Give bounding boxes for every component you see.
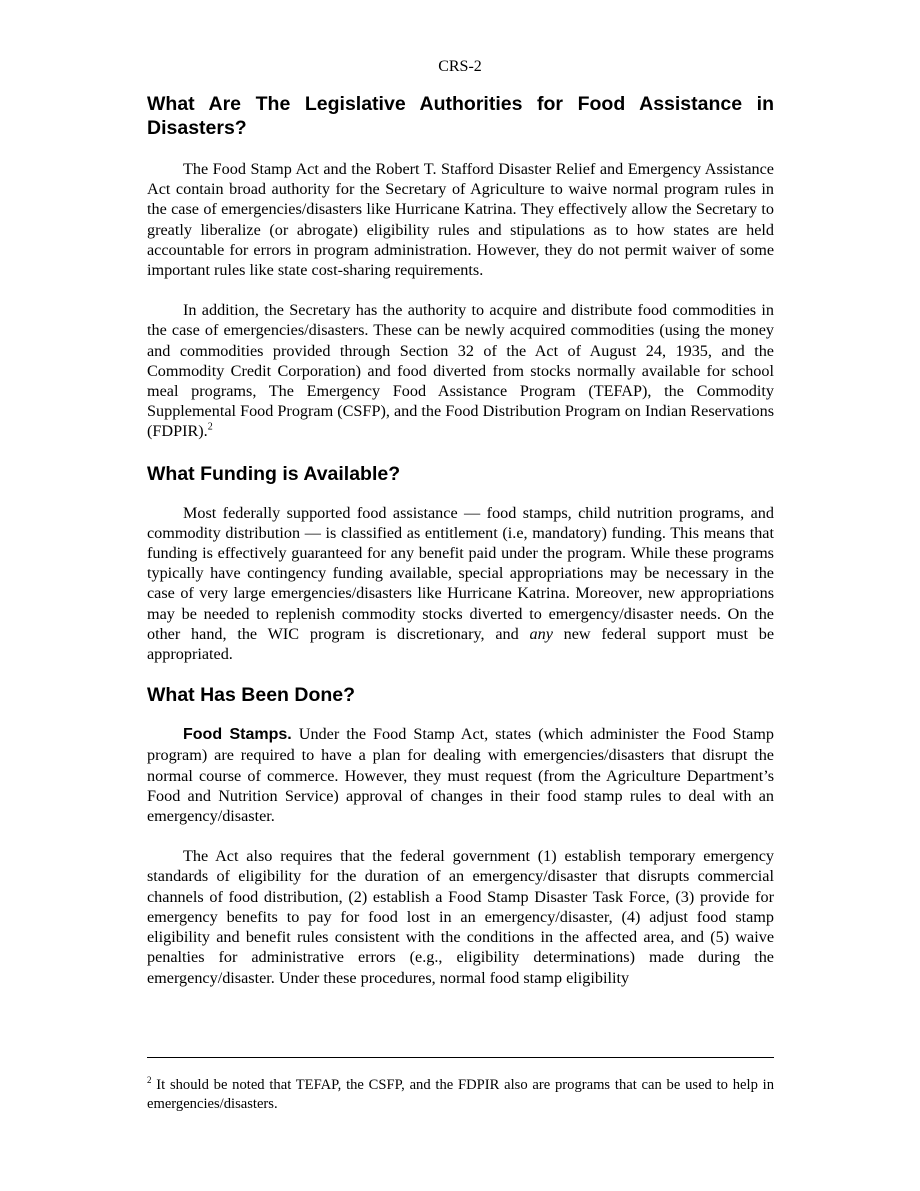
footnote-number: 2 (147, 1075, 152, 1086)
paragraph-authorities-1: The Food Stamp Act and the Robert T. Stafford Disaster Relief and Emergency Assistance Act contain broad authority for the Secretary of Agriculture to waive normal program rules in the case of emergencies/disasters like Hurricane Katrina. They effectively allow the Secretary to greatly liberalize (or abrogate) eligibility rules and stipulations as to how states are held accountable for errors in program administration. However, they do not permit waiver of some important rules like state cost-sharing requirements. (147, 160, 774, 280)
paragraph-authorities-2-text: In addition, the Secretary has the authority to acquire and distribute food commodities in the case of emergencies/disasters. These can be newly acquired commodities (using the money and commodities provided through Section 32 of the Act of August 24, 1935, and the Commodity Credit Corporation) and food diverted from stocks normally available for school meal programs, The Emergency Food Assistance Program (TEFAP), the Commodity Supplemental Food Program (CSFP), and the Food Distribution Program on Indian Reservations (FDPIR). (147, 301, 774, 441)
paragraph-food-stamps-1-text: Under the Food Stamp Act, states (which administer the Food Stamp program) are required to have a plan for dealing with emergencies/disasters that disrupt the normal course of commerce. However, they must request (from the Agriculture Department’s Food and Nutrition Service) approval of changes in their food stamp rules to deal with an emergency/disaster. (147, 725, 774, 826)
paragraph-funding-text-before: Most federally supported food assistance — food stamps, child nutrition programs, and commodity distribution — is classified as entitlement (i.e, mandatory) funding. This means that funding is effectively guaranteed for any benefit paid under the program. While these programs typically have contingency funding available, special appropriations may be necessary in the case of very large emergencies/disasters like Hurricane Katrina. Moreover, new appropriations may be needed to replenish commodity stocks diverted to emergency/disaster needs. On the other hand, the WIC program is discretionary, and (147, 503, 774, 643)
heading-legislative-authorities: What Are The Legislative Authorities for Food Assistance in Disasters? (147, 93, 774, 139)
heading-what-has-been-done: What Has Been Done? (147, 684, 356, 707)
paragraph-food-stamps-2: The Act also requires that the federal government (1) establish temporary emergency standards of eligibility for the duration of an emergency/disaster that disrupts commercial channels of food distribution, (2) establish a Food Stamp Disaster Task Force, (3) provide for emergency benefits to pay for food lost in an emergency/disaster, (4) adjust food stamp eligibility and benefit rules consistent with the conditions in the affected area, and (5) waive penalties for administrative errors (e.g., eligibility determinations) made during the emergency/disaster. Under these procedures, normal food stamp eligibility (147, 847, 774, 987)
heading-funding-available: What Funding is Available? (147, 462, 401, 485)
paragraph-funding-text-after: new federal support must be appropriated. (147, 624, 775, 664)
paragraph-food-stamps-1 (147, 724, 774, 826)
paragraph-funding-1 (147, 503, 774, 665)
run-in-heading-food-stamps: Food Stamps. (183, 726, 292, 744)
footnote-ref-2: 2 (207, 422, 213, 434)
document-body (147, 92, 774, 988)
footnote-separator (147, 1057, 774, 1058)
footnote-text: It should be noted that TEFAP, the CSFP, and the FDPIR also are programs that can be used to help in emergencies/disasters. (147, 1077, 774, 1112)
paragraph-authorities-2 (147, 300, 774, 441)
paragraph-funding-emphasis: any (529, 624, 553, 643)
page-number: CRS-2 (438, 58, 482, 75)
footnote-2 (147, 1076, 774, 1114)
